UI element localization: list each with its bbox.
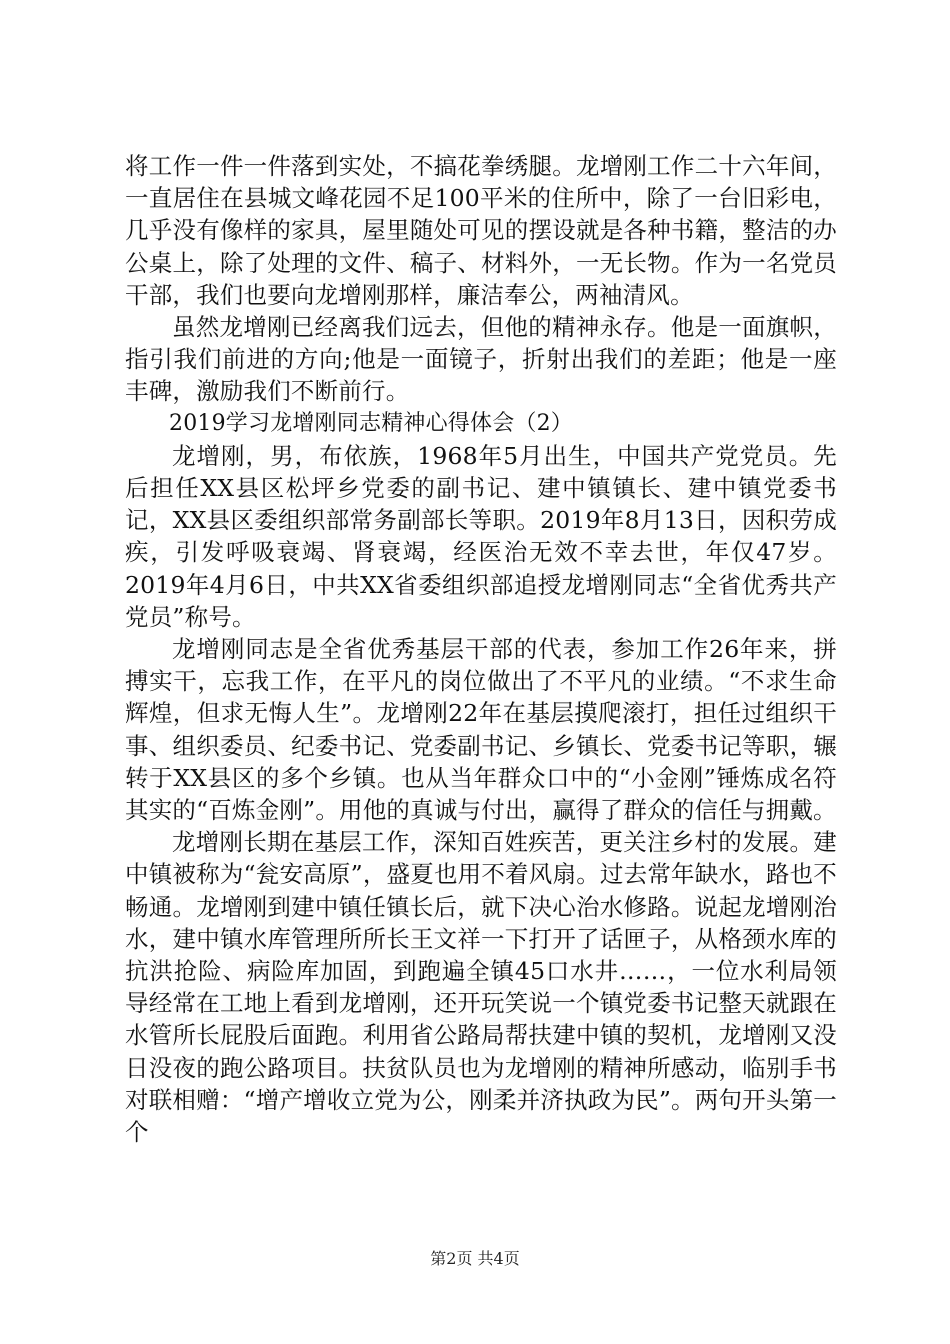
paragraph-continuation: 将工作一件一件落到实处，不搞花拳绣腿。龙增刚工作二十六年间，一直居住在县城文峰花园不足100平米的住所中，除了一台旧彩电，几乎没有像样的家具，屋里随处可见的摆设就是各种书籍，整洁的办公桌上，除了处理的文件、稿子、材料外，一无长物。作为一名党员干部，我们也要向龙增刚那样，廉洁奉公，两袖清风。 [125, 152, 837, 309]
paragraph-achievements: 龙增刚同志是全省优秀基层干部的代表，参加工作26年来，拼搏实干，忘我工作，在平凡的岗位做出了不平凡的业绩。“不求生命辉煌，但求无悔人生”。龙增刚22年在基层摸爬滚打，担任过组织干事、组织委员、纪委书记、党委副书记、乡镇长、党委书记等职，辗转于XX县区的多个乡镇。也从当年群众口中的“小金刚”锤炼成名符其实的“百炼金刚”。用他的真诚与付出，赢得了群众的信任与拥戴。 [125, 635, 837, 825]
document-body [125, 150, 837, 1148]
paragraph-water-roads: 龙增刚长期在基层工作，深知百姓疾苦，更关注乡村的发展。建中镇被称为“瓮安高原”，盛夏也用不着风扇。过去常年缺水，路也不畅通。龙增刚到建中镇任镇长后，就下决心治水修路。说起龙增刚治水，建中镇水库管理所所长王文祥一下打开了话匣子，从格颈水库的抗洪抢险、病险库加固，到跑遍全镇45口水井……，一位水利局领导经常在工地上看到龙增刚，还开玩笑说一个镇党委书记整天就跟在水管所长屁股后面跑。利用省公路局帮扶建中镇的契机，龙增刚又没日没夜的跑公路项目。扶贫队员也为龙增刚的精神所感动，临别手书对联相赠：“增产增收立党为公，刚柔并济执政为民”。两句开头第一个 [125, 828, 837, 1147]
page-number-footer: 第2页 共4页 [430, 1249, 520, 1268]
paragraph-closing: 虽然龙增刚已经离我们远去，但他的精神永存。他是一面旗帜，指引我们前进的方向;他是一面镜子，折射出我们的差距；他是一座丰碑，激励我们不断前行。 [125, 313, 837, 406]
paragraph-biography: 龙增刚，男，布依族，1968年5月出生，中国共产党党员。先后担任XX县区松坪乡党委的副书记、建中镇镇长、建中镇党委书记，XX县区委组织部常务副部长等职。2019年8月13日，因积劳成疾，引发呼吸衰竭、肾衰竭，经医治无效不幸去世，年仅47岁。2019年4月6日，中共XX省委组织部追授龙增刚同志“全省优秀共产党员”称号。 [125, 441, 837, 631]
section-heading: 2019学习龙增刚同志精神心得体会（2） [169, 410, 573, 436]
